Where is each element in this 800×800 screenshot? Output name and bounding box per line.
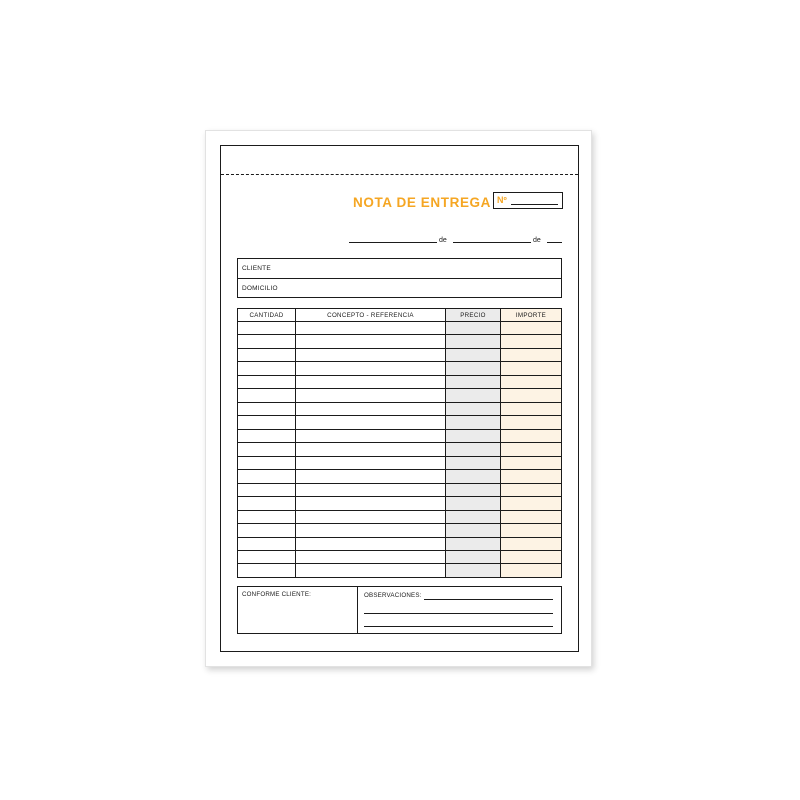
cell-importe[interactable] <box>501 403 561 415</box>
cell-concepto[interactable] <box>296 376 446 388</box>
column-header-concepto: CONCEPTO - REFERENCIA <box>296 309 446 321</box>
perforation-line <box>221 174 578 175</box>
cell-precio[interactable] <box>446 470 501 482</box>
cell-importe[interactable] <box>501 524 561 536</box>
delivery-note-sheet <box>220 145 579 652</box>
table-row[interactable] <box>238 403 561 416</box>
number-label: Nº <box>497 195 507 205</box>
cell-precio[interactable] <box>446 349 501 361</box>
cell-cantidad[interactable] <box>238 389 296 401</box>
observaciones-rule-3 <box>364 626 553 627</box>
cell-cantidad[interactable] <box>238 470 296 482</box>
cell-concepto[interactable] <box>296 335 446 347</box>
cell-cantidad[interactable] <box>238 484 296 496</box>
cell-concepto[interactable] <box>296 362 446 374</box>
cell-cantidad[interactable] <box>238 524 296 536</box>
cell-precio[interactable] <box>446 511 501 523</box>
cell-cantidad[interactable] <box>238 551 296 563</box>
cell-importe[interactable] <box>501 335 561 347</box>
cell-concepto[interactable] <box>296 322 446 334</box>
table-row[interactable] <box>238 470 561 483</box>
cell-importe[interactable] <box>501 443 561 455</box>
date-line[interactable] <box>349 232 562 244</box>
observaciones-rule-1 <box>424 599 553 600</box>
cell-precio[interactable] <box>446 497 501 509</box>
cell-concepto[interactable] <box>296 511 446 523</box>
table-row[interactable] <box>238 538 561 551</box>
cell-cantidad[interactable] <box>238 376 296 388</box>
cell-concepto[interactable] <box>296 457 446 469</box>
cell-importe[interactable] <box>501 470 561 482</box>
table-row[interactable] <box>238 524 561 537</box>
cell-precio[interactable] <box>446 416 501 428</box>
table-row[interactable] <box>238 484 561 497</box>
cell-importe[interactable] <box>501 389 561 401</box>
cell-cantidad[interactable] <box>238 443 296 455</box>
cell-importe[interactable] <box>501 457 561 469</box>
cell-precio[interactable] <box>446 524 501 536</box>
column-header-importe: IMPORTE <box>501 309 561 321</box>
address-field-row[interactable] <box>238 279 561 299</box>
table-row[interactable] <box>238 564 561 576</box>
observaciones-label: OBSERVACIONES: <box>364 592 422 599</box>
cell-concepto[interactable] <box>296 349 446 361</box>
cell-precio[interactable] <box>446 403 501 415</box>
cell-importe[interactable] <box>501 551 561 563</box>
table-row[interactable] <box>238 430 561 443</box>
table-row[interactable] <box>238 335 561 348</box>
cell-precio[interactable] <box>446 322 501 334</box>
cell-importe[interactable] <box>501 484 561 496</box>
table-row[interactable] <box>238 511 561 524</box>
items-table-body <box>238 322 561 577</box>
cell-concepto[interactable] <box>296 416 446 428</box>
cell-precio[interactable] <box>446 376 501 388</box>
cell-importe[interactable] <box>501 376 561 388</box>
cell-concepto[interactable] <box>296 497 446 509</box>
column-header-cantidad: CANTIDAD <box>238 309 296 321</box>
cell-precio[interactable] <box>446 335 501 347</box>
footer-box <box>237 586 562 634</box>
table-row[interactable] <box>238 497 561 510</box>
address-label: DOMICILIO <box>242 285 278 292</box>
cell-precio[interactable] <box>446 564 501 576</box>
table-row[interactable] <box>238 349 561 362</box>
cell-precio[interactable] <box>446 362 501 374</box>
client-field-row[interactable] <box>238 259 561 279</box>
table-row[interactable] <box>238 376 561 389</box>
cell-concepto[interactable] <box>296 538 446 550</box>
client-box <box>237 258 562 298</box>
page-title: NOTA DE ENTREGA <box>353 195 492 210</box>
date-rule-day <box>349 242 437 243</box>
cell-importe[interactable] <box>501 322 561 334</box>
cell-cantidad[interactable] <box>238 362 296 374</box>
cell-importe[interactable] <box>501 511 561 523</box>
observaciones-rule-2 <box>364 613 553 614</box>
cell-importe[interactable] <box>501 497 561 509</box>
cell-cantidad[interactable] <box>238 416 296 428</box>
conforme-cliente-field[interactable] <box>238 587 358 633</box>
cell-concepto[interactable] <box>296 551 446 563</box>
cell-cantidad[interactable] <box>238 511 296 523</box>
cell-precio[interactable] <box>446 430 501 442</box>
cell-precio[interactable] <box>446 484 501 496</box>
cell-importe[interactable] <box>501 430 561 442</box>
items-table <box>237 308 562 578</box>
table-row[interactable] <box>238 551 561 564</box>
cell-concepto[interactable] <box>296 430 446 442</box>
conforme-cliente-label: CONFORME CLIENTE: <box>242 591 312 598</box>
cell-precio[interactable] <box>446 389 501 401</box>
cell-cantidad[interactable] <box>238 322 296 334</box>
column-header-precio: PRECIO <box>446 309 501 321</box>
cell-importe[interactable] <box>501 564 561 576</box>
cell-concepto[interactable] <box>296 470 446 482</box>
table-row[interactable] <box>238 322 561 335</box>
number-field[interactable] <box>493 192 563 209</box>
cell-cantidad[interactable] <box>238 497 296 509</box>
cell-concepto[interactable] <box>296 389 446 401</box>
date-rule-year <box>547 242 562 243</box>
cell-importe[interactable] <box>501 349 561 361</box>
cell-importe[interactable] <box>501 362 561 374</box>
items-table-header <box>238 309 561 322</box>
date-rule-month <box>453 242 531 243</box>
cell-precio[interactable] <box>446 538 501 550</box>
cell-cantidad[interactable] <box>238 564 296 576</box>
cell-cantidad[interactable] <box>238 403 296 415</box>
cell-concepto[interactable] <box>296 484 446 496</box>
cell-precio[interactable] <box>446 443 501 455</box>
cell-concepto[interactable] <box>296 403 446 415</box>
cell-precio[interactable] <box>446 457 501 469</box>
date-preposition-2: de <box>533 237 541 244</box>
table-row[interactable] <box>238 389 561 402</box>
cell-cantidad[interactable] <box>238 349 296 361</box>
delivery-note-pad <box>205 130 592 667</box>
table-row[interactable] <box>238 457 561 470</box>
table-row[interactable] <box>238 443 561 456</box>
observaciones-field[interactable] <box>358 587 561 633</box>
cell-cantidad[interactable] <box>238 538 296 550</box>
cell-cantidad[interactable] <box>238 457 296 469</box>
cell-cantidad[interactable] <box>238 430 296 442</box>
cell-importe[interactable] <box>501 538 561 550</box>
date-preposition-1: de <box>439 237 447 244</box>
cell-importe[interactable] <box>501 416 561 428</box>
number-rule <box>511 204 558 205</box>
client-label: CLIENTE <box>242 265 271 272</box>
title-row <box>221 192 578 218</box>
table-row[interactable] <box>238 416 561 429</box>
table-row[interactable] <box>238 362 561 375</box>
cell-cantidad[interactable] <box>238 335 296 347</box>
cell-concepto[interactable] <box>296 443 446 455</box>
cell-precio[interactable] <box>446 551 501 563</box>
cell-concepto[interactable] <box>296 564 446 576</box>
cell-concepto[interactable] <box>296 524 446 536</box>
